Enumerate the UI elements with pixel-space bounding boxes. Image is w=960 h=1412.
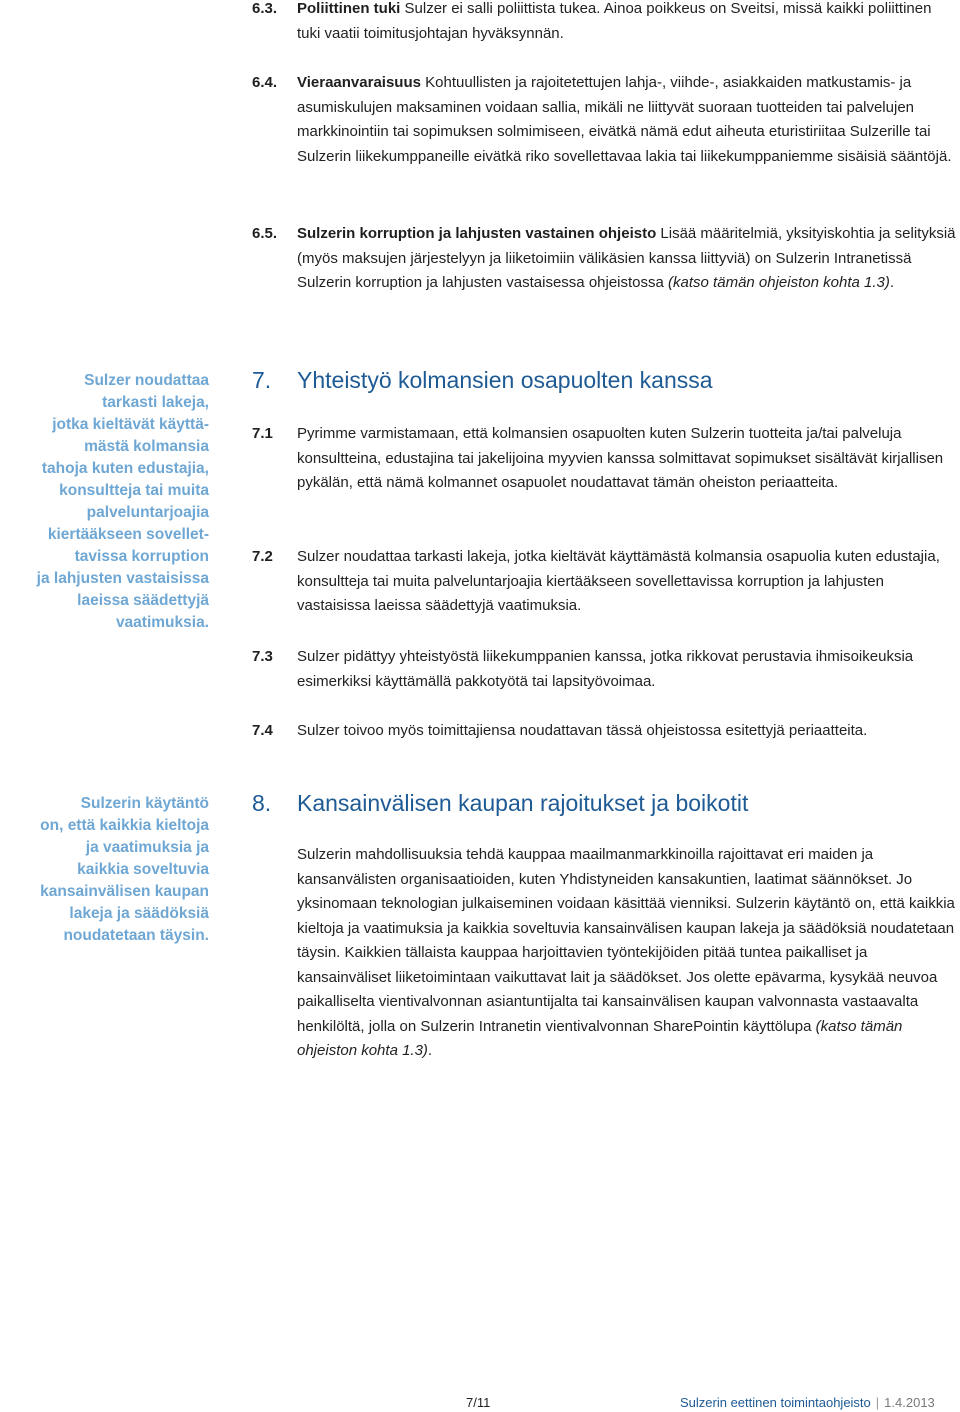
document-title: Sulzerin eettinen toimintaohjeisto (680, 1395, 871, 1410)
section-text: Pyrimme varmistamaan, että kolmansien osapuolten kuten Sulzerin tuotteita ja/tai palveluja konsultteina, edustajina tai jakelijoina myyvien kanssa solmittavat sopimukset sisältävät kirjallisen pykälän, että nämä kolmannet osapuolet noudattavat tämän oheiston periaatteita. (297, 425, 944, 491)
section-6-3 (252, 0, 956, 46)
section-title: Vieraanvaraisuus (297, 74, 421, 91)
section-7-2 (252, 545, 956, 619)
footer-document-info (680, 1395, 935, 1411)
section-number: 6.3. (252, 0, 278, 17)
pull-quote-third-parties: Sulzer noudattaa tarkasti lakeja, jotka kieltävät käyttä- mästä kolmansia tahoja kuten edustajia, konsultteja tai muita palveluntarjoajia kiertääkseen sovellet- tavissa korruption ja lahjusten vastaisissa laeissa säädettyjä vaatimuksia. (36, 372, 209, 631)
heading-number: 7. (252, 367, 272, 393)
footer-separator: | (875, 1395, 880, 1410)
section-text: Sulzer pidättyy yhteistyöstä liikekumppanien kanssa, jotka rikkovat perustavia ihmisoikeuksia esimerkiksi käyttämällä pakkotyötä tai lapsityövoimaa. (297, 648, 914, 690)
section-number: 6.5. (252, 225, 278, 242)
section-text: Lisää määritelmiä, yksityiskohtia ja selityksiä (myös maksujen järjestelyyn ja liiketoimiin välikäsien kanssa liittyviä) on Sulzerin Intranetissä Sulzerin korruption ja lahjusten vastaisessa ohjeistossa (297, 225, 956, 291)
section-number: 7.1 (252, 425, 273, 442)
section-end: . (889, 274, 895, 291)
section-text: Sulzer toivoo myös toimittajiensa noudattavan tässä ohjeistossa esitettyjä periaatteita. (297, 722, 868, 739)
section-title: Poliittinen tuki (297, 0, 401, 17)
heading-title: Kansainvälisen kaupan rajoitukset ja boikotit (297, 790, 749, 816)
pull-quote-trade-rules: Sulzerin käytäntö on, että kaikkia kieltoja ja vaatimuksia ja kaikkia soveltuvia kansainvälisen kaupan lakeja ja säädöksiä noudatetaan täysin. (40, 795, 209, 944)
section-7-3 (252, 645, 956, 694)
section-text: Sulzer ei salli poliittista tukea. Ainoa poikkeus on Sveitsi, missä kaikki poliittinen tuki vaatii toimitusjohtajan hyväksynnän. (297, 0, 932, 42)
section-8-body (297, 843, 956, 1064)
section-text: Kohtuullisten ja rajoitetettujen lahja-, viihde-, asiakkaiden matkustamis- ja asumiskulujen maksaminen voidaan sallia, mikäli ne liittyvät suoraan tuotteiden tai palvelujen markkinointiin tai sopimuksen solmimiseen, eivätkä nämä edut aiheuta eturistiriitaa Sulzerille tai Sulzerin liikekumppaneille eivätkä riko sovellettavaa lakia tai liikekumppaniemme sisäisiä sääntöjä. (297, 74, 952, 165)
section-6-4 (252, 71, 956, 169)
heading-section-7 (252, 366, 713, 394)
section-7-1 (252, 422, 956, 496)
document-date: 1.4.2013 (884, 1395, 935, 1410)
heading-number: 8. (252, 790, 272, 816)
section-7-4 (252, 719, 956, 744)
cross-reference: (katso tämän ohjeiston kohta 1.3) (297, 1017, 903, 1059)
section-text: Sulzer noudattaa tarkasti lakeja, jotka kieltävät käyttämästä kolmansia osapuolia kuten edustajia, konsultteja tai muita palveluntarjoajia kiertääkseen sovellettavissa korruption ja lahjusten vastaisissa laeissa säädettyjä vaatimuksia. (297, 548, 940, 614)
section-text: Sulzerin mahdollisuuksia tehdä kauppaa maailmanmarkkinoilla rajoittavat eri maiden ja kansanvälisten organisaatioiden, kuten Yhdistyneiden kansakuntien, laatimat säännökset. Jo yksinomaan teknologian julkaiseminen voidaan käsittää vienniksi. Sulzerin käytäntö on, että kaikkia kieltoja ja vaatimuksia ja kaikkia soveltuvia kansainvälisen kaupan lakeja ja säädöksiä noudatetaan täysin. Kaikkien tällaista kauppaa harjoittavien työntekijöiden pitää tuntea paikalliset ja kansainväliset liiketoimintaan vaikuttavat lait ja säädökset. Jos olette epävarma, kysykää neuvoa paikalliselta vientivalvonnan asiantuntijalta tai kansainvälisen kaupan valvonnasta vastaavalta henkilöltä, jolla on Sulzerin Intranetin vientivalvonnan SharePointin käyttölupa (297, 846, 955, 1035)
section-number: 7.2 (252, 548, 273, 565)
heading-section-8 (252, 789, 748, 817)
section-title: Sulzerin korruption ja lahjusten vastainen ohjeisto (297, 225, 657, 242)
cross-reference: (katso tämän ohjeiston kohta 1.3) (668, 274, 890, 291)
section-end: . (427, 1042, 433, 1059)
section-number: 7.3 (252, 648, 273, 665)
page-number: 7/11 (466, 1395, 491, 1410)
section-number: 7.4 (252, 722, 273, 739)
section-number: 6.4. (252, 74, 278, 91)
section-6-5 (252, 222, 956, 296)
heading-title: Yhteistyö kolmansien osapuolten kanssa (297, 367, 713, 393)
